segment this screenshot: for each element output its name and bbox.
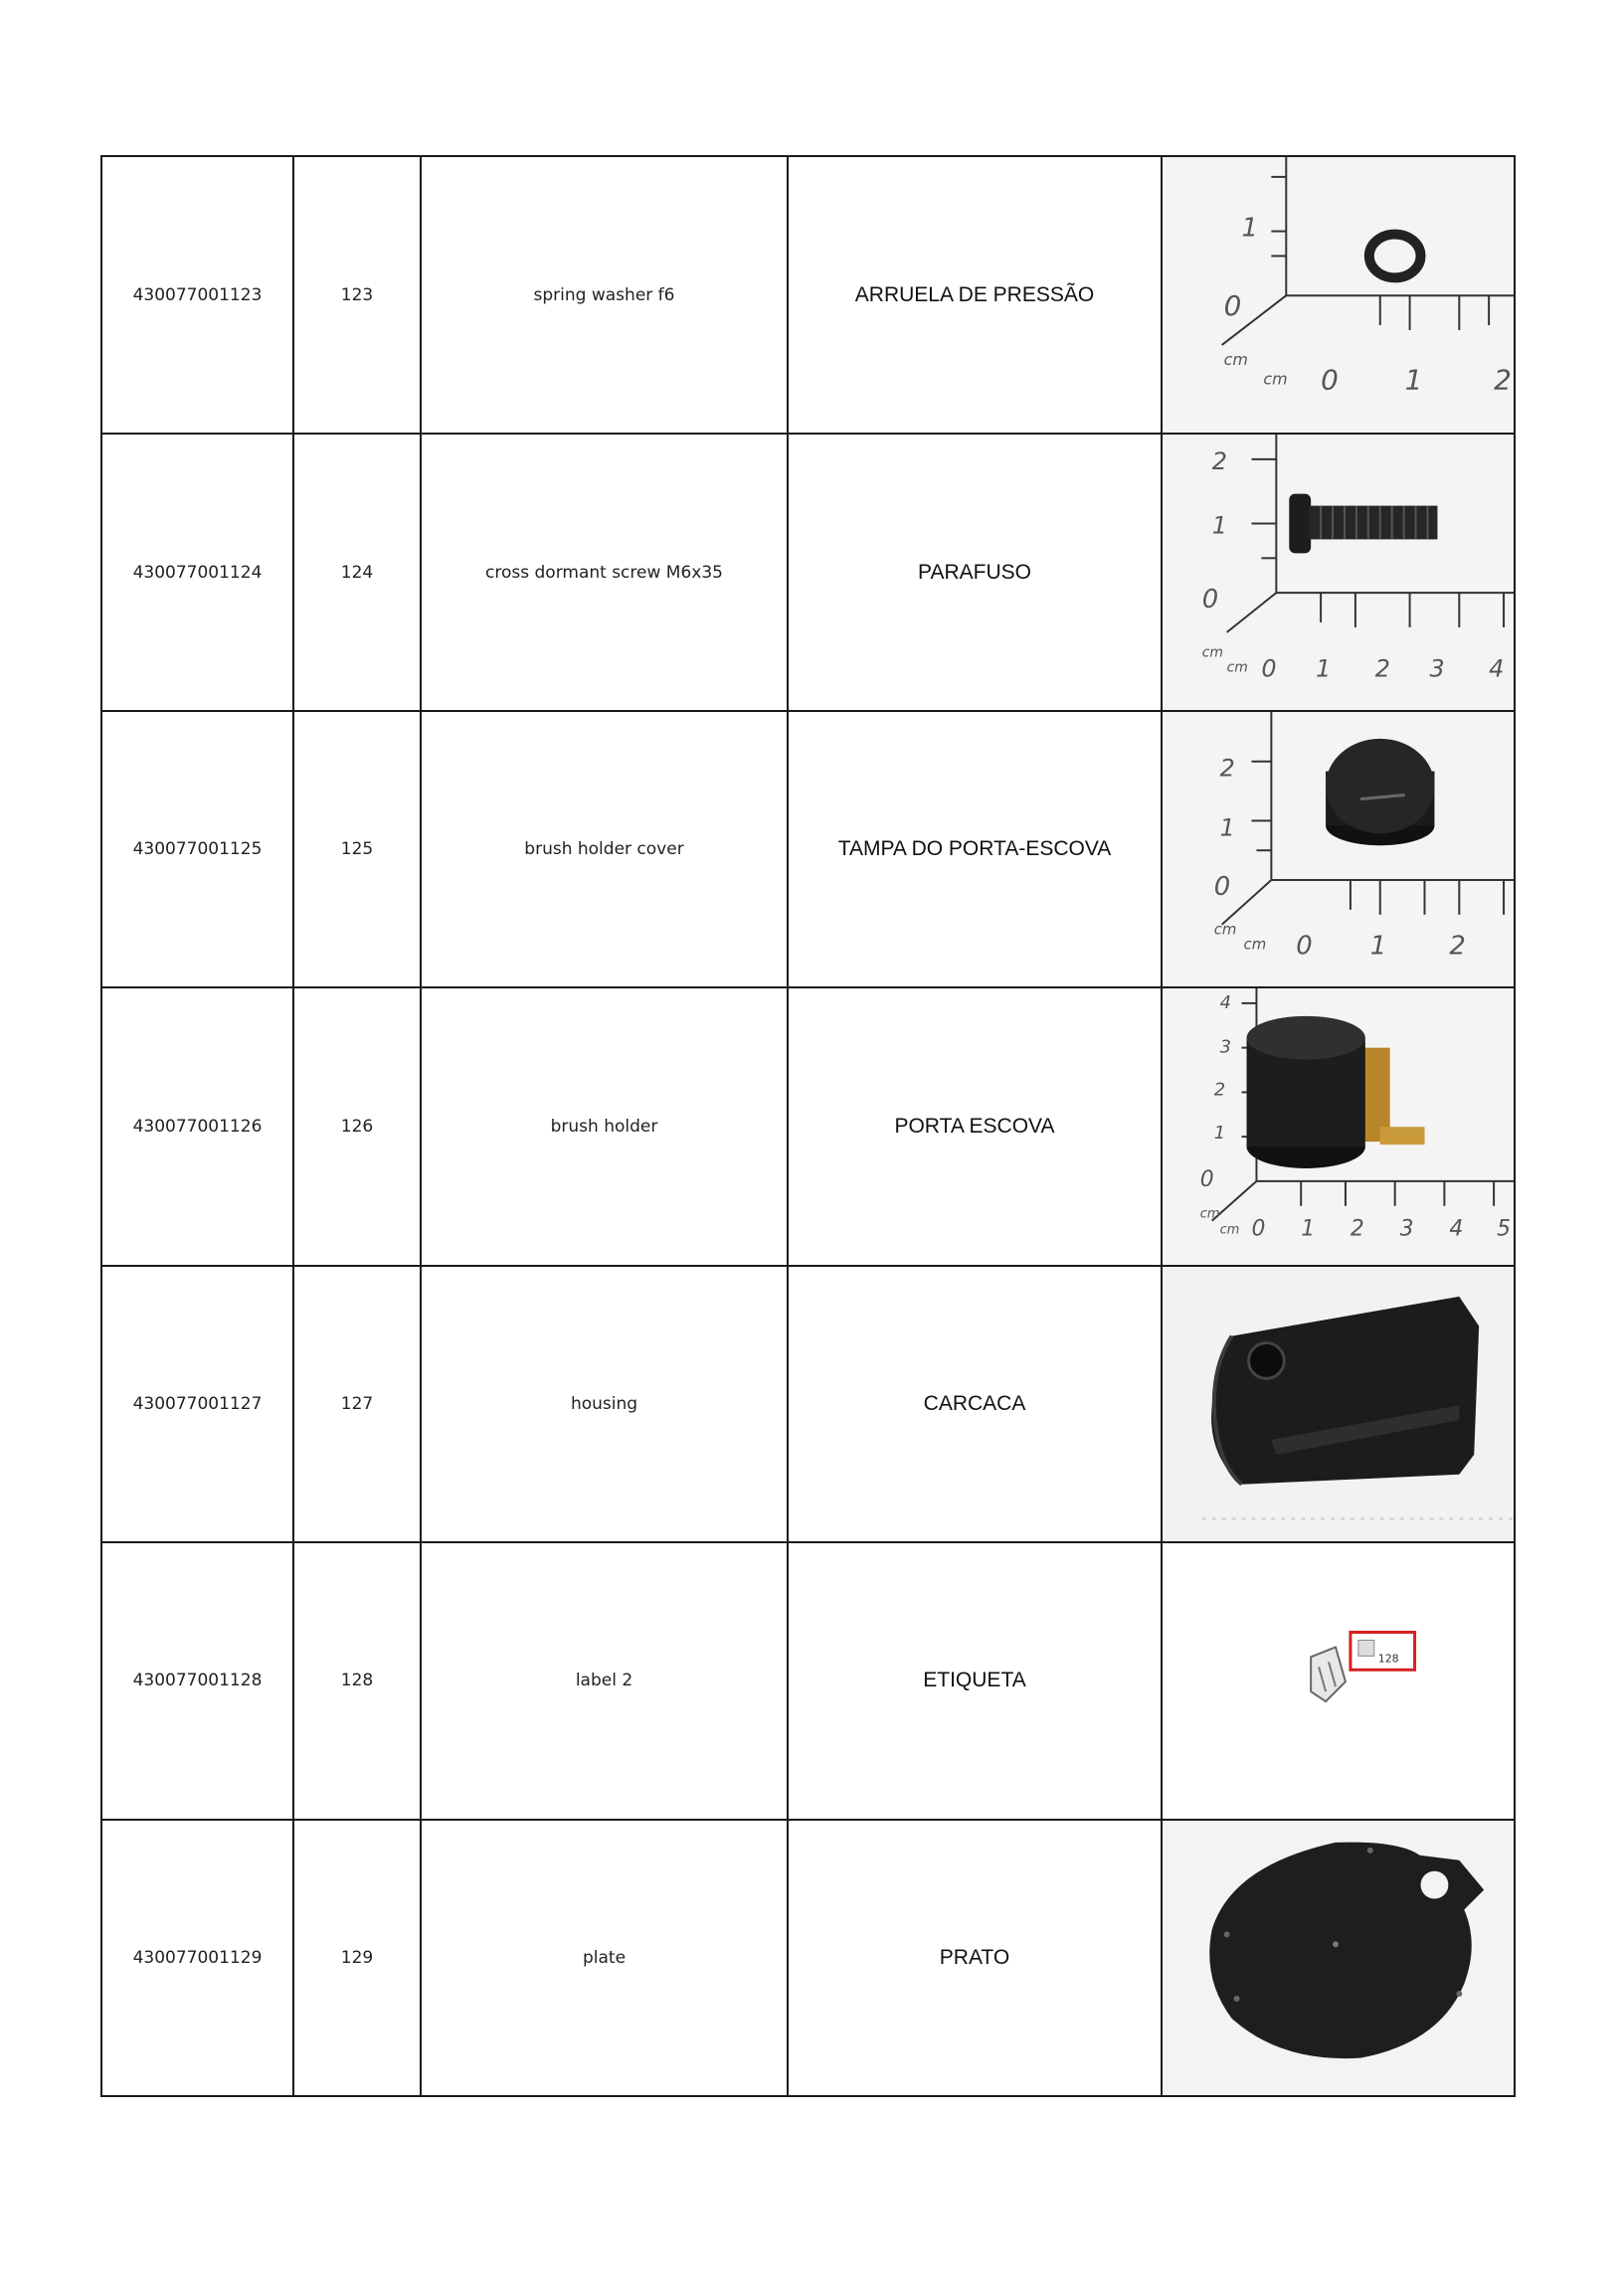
ruler-label: 1 <box>1219 813 1235 842</box>
ruler-label: 0 <box>1201 585 1219 616</box>
ruler-label: 0 <box>1251 1216 1266 1242</box>
part-code: 430077001124 <box>101 434 293 710</box>
ruler-label: 0 <box>1199 1167 1214 1193</box>
part-photo <box>1162 711 1515 987</box>
part-photo <box>1162 987 1515 1265</box>
part-description-en: brush holder cover <box>421 711 788 987</box>
ruler-label: cm <box>1263 369 1288 389</box>
part-description-pt: ETIQUETA <box>788 1542 1162 1819</box>
part-number: 126 <box>293 987 421 1265</box>
spring-washer-icon <box>1163 157 1514 433</box>
part-number: 129 <box>293 1820 421 2096</box>
ruler-label: 1 <box>1301 1216 1316 1242</box>
part-description-pt: ARRUELA DE PRESSÃO <box>788 156 1162 434</box>
part-description-en: plate <box>421 1820 788 2096</box>
part-photo <box>1162 156 1515 434</box>
ruler-label: cm <box>1213 920 1237 939</box>
table-row <box>101 1266 1515 1542</box>
table-row <box>101 711 1515 987</box>
part-description-pt: TAMPA DO PORTA-ESCOVA <box>788 711 1162 987</box>
table-row <box>101 1820 1515 2096</box>
label-tag-text: 128 <box>1377 1652 1399 1666</box>
part-description-en: housing <box>421 1266 788 1542</box>
part-code: 430077001123 <box>101 156 293 434</box>
part-code: 430077001127 <box>101 1266 293 1542</box>
screw-icon <box>1163 435 1514 709</box>
part-description-en: brush holder <box>421 987 788 1265</box>
parts-table <box>100 155 1516 2097</box>
ruler-label: 0 <box>1223 289 1242 323</box>
part-description-pt: CARCACA <box>788 1266 1162 1542</box>
ruler-label: cm <box>1199 1206 1220 1222</box>
part-number: 128 <box>293 1542 421 1819</box>
part-number: 124 <box>293 434 421 710</box>
table-row <box>101 434 1515 710</box>
part-description-en: cross dormant screw M6x35 <box>421 434 788 710</box>
part-description-pt: PARAFUSO <box>788 434 1162 710</box>
housing-icon <box>1163 1267 1514 1541</box>
table-row <box>101 1542 1515 1819</box>
part-photo <box>1162 434 1515 710</box>
part-number: 125 <box>293 711 421 987</box>
ruler-label: 0 <box>1321 363 1339 397</box>
part-photo <box>1162 1820 1515 2096</box>
ruler-label: cm <box>1219 1222 1240 1238</box>
ruler-label: 4 <box>1489 655 1505 684</box>
ruler-label: 1 <box>1316 655 1332 684</box>
ruler-label: 2 <box>1350 1216 1364 1242</box>
ruler-label: 3 <box>1399 1216 1414 1242</box>
part-code: 430077001128 <box>101 1542 293 1819</box>
ruler-label: 1 <box>1213 1123 1226 1145</box>
part-photo <box>1162 1542 1515 1819</box>
ruler-label: 2 <box>1213 1079 1226 1101</box>
table-row <box>101 156 1515 434</box>
ruler-label: 0 <box>1213 871 1231 902</box>
ruler-label: 0 <box>1261 655 1277 684</box>
brush-holder-cover-icon <box>1163 712 1514 986</box>
label-icon <box>1163 1543 1514 1818</box>
part-description-pt: PORTA ESCOVA <box>788 987 1162 1265</box>
ruler-label: cm <box>1226 660 1248 677</box>
plate-icon <box>1163 1821 1514 2095</box>
part-number: 127 <box>293 1266 421 1542</box>
part-description-en: label 2 <box>421 1542 788 1819</box>
part-code: 430077001125 <box>101 711 293 987</box>
ruler-label: 3 <box>1219 1036 1232 1058</box>
ruler-label: 1 <box>1404 363 1423 397</box>
part-code: 430077001129 <box>101 1820 293 2096</box>
ruler-label: 1 <box>1241 213 1259 244</box>
ruler-label: 2 <box>1449 931 1466 962</box>
ruler-label: 2 <box>1494 363 1512 397</box>
ruler-label: 4 <box>1449 1216 1464 1242</box>
ruler-label: 3 <box>1429 655 1445 684</box>
ruler-label: 5 <box>1497 1216 1512 1242</box>
ruler-label: 1 <box>1211 511 1227 540</box>
part-photo <box>1162 1266 1515 1542</box>
part-description-pt: PRATO <box>788 1820 1162 2096</box>
ruler-label: 2 <box>1219 754 1235 783</box>
ruler-label: 2 <box>1211 447 1227 476</box>
part-code: 430077001126 <box>101 987 293 1265</box>
ruler-label: 0 <box>1296 931 1313 962</box>
ruler-label: 4 <box>1219 992 1232 1014</box>
ruler-label: 1 <box>1369 931 1387 962</box>
part-number: 123 <box>293 156 421 434</box>
brush-holder-icon <box>1163 988 1514 1264</box>
table-row <box>101 987 1515 1265</box>
ruler-label: cm <box>1201 645 1223 662</box>
ruler-label: cm <box>1243 935 1267 954</box>
ruler-label: cm <box>1223 349 1248 369</box>
ruler-label: 2 <box>1374 655 1390 684</box>
part-description-en: spring washer f6 <box>421 156 788 434</box>
